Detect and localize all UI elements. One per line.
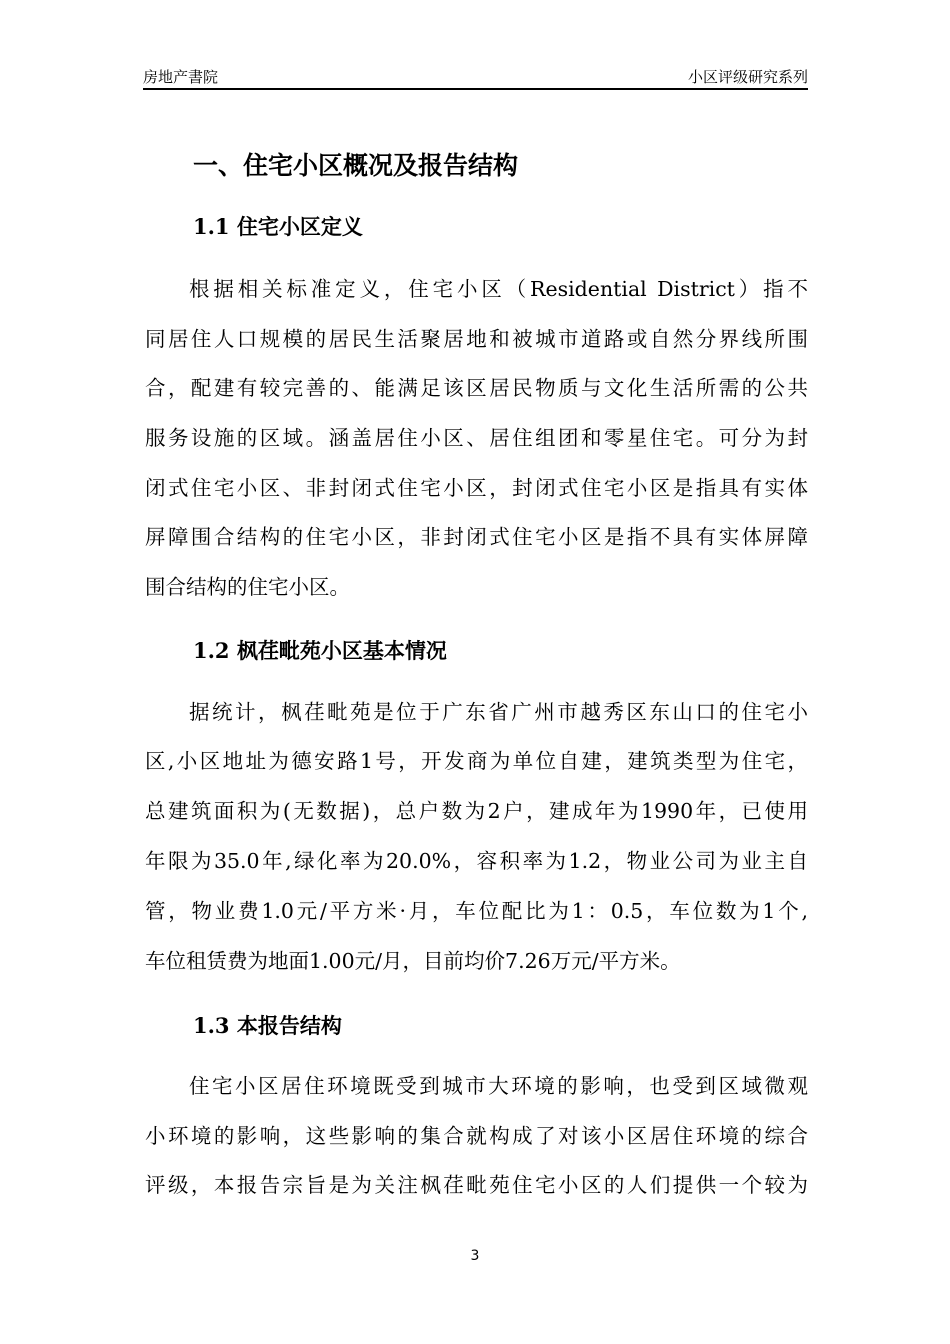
paragraph-line: 总建筑面积为(无数据)，总户数为2户，建成年为1990年，已使用 <box>145 799 808 823</box>
section-heading: 1.2 枫荏毗苑小区基本情况 <box>193 638 447 663</box>
paragraph-line: 年限为35.0年,绿化率为20.0%，容积率为1.2，物业公司为业主自 <box>145 849 808 873</box>
paragraph-line: 根据相关标准定义，住宅小区（Residential District）指不 <box>189 277 808 301</box>
paragraph-line: 评级，本报告宗旨是为关注枫荏毗苑住宅小区的人们提供一个较为 <box>145 1173 808 1197</box>
paragraph-line: 服务设施的区域。涵盖居住小区、居住组团和零星住宅。可分为封 <box>145 426 808 450</box>
paragraph-line: 车位租赁费为地面1.00元/月，目前均价7.26万元/平方米。 <box>145 949 681 973</box>
paragraph-line: 据统计，枫荏毗苑是位于广东省广州市越秀区东山口的住宅小 <box>189 700 808 724</box>
paragraph-line: 同居住人口规模的居民生活聚居地和被城市道路或自然分界线所围 <box>145 327 808 351</box>
chapter-title: 一、住宅小区概况及报告结构 <box>193 151 519 180</box>
paragraph-line: 管，物业费1.0元/平方米·月，车位配比为1：0.5，车位数为1个, <box>145 899 808 923</box>
paragraph-line: 合，配建有较完善的、能满足该区居民物质与文化生活所需的公共 <box>145 376 808 400</box>
section-heading: 1.3 本报告结构 <box>193 1013 342 1038</box>
section-heading: 1.1 住宅小区定义 <box>193 214 363 239</box>
header-rule <box>143 88 808 90</box>
header-left: 房地产書院 <box>143 68 219 86</box>
paragraph-line: 屏障围合结构的住宅小区，非封闭式住宅小区是指不具有实体屏障 <box>145 525 808 549</box>
paragraph-line: 闭式住宅小区、非封闭式住宅小区，封闭式住宅小区是指具有实体 <box>145 476 808 500</box>
paragraph-line: 区,小区地址为德安路1号，开发商为单位自建，建筑类型为住宅， <box>145 749 808 773</box>
paragraph-line: 围合结构的住宅小区。 <box>145 575 350 599</box>
paragraph-line: 住宅小区居住环境既受到城市大环境的影响，也受到区域微观 <box>189 1074 808 1098</box>
paragraph-line: 小环境的影响，这些影响的集合就构成了对该小区居住环境的综合 <box>145 1124 808 1148</box>
page-number: 3 <box>470 1248 480 1264</box>
header-right: 小区评级研究系列 <box>687 68 808 86</box>
